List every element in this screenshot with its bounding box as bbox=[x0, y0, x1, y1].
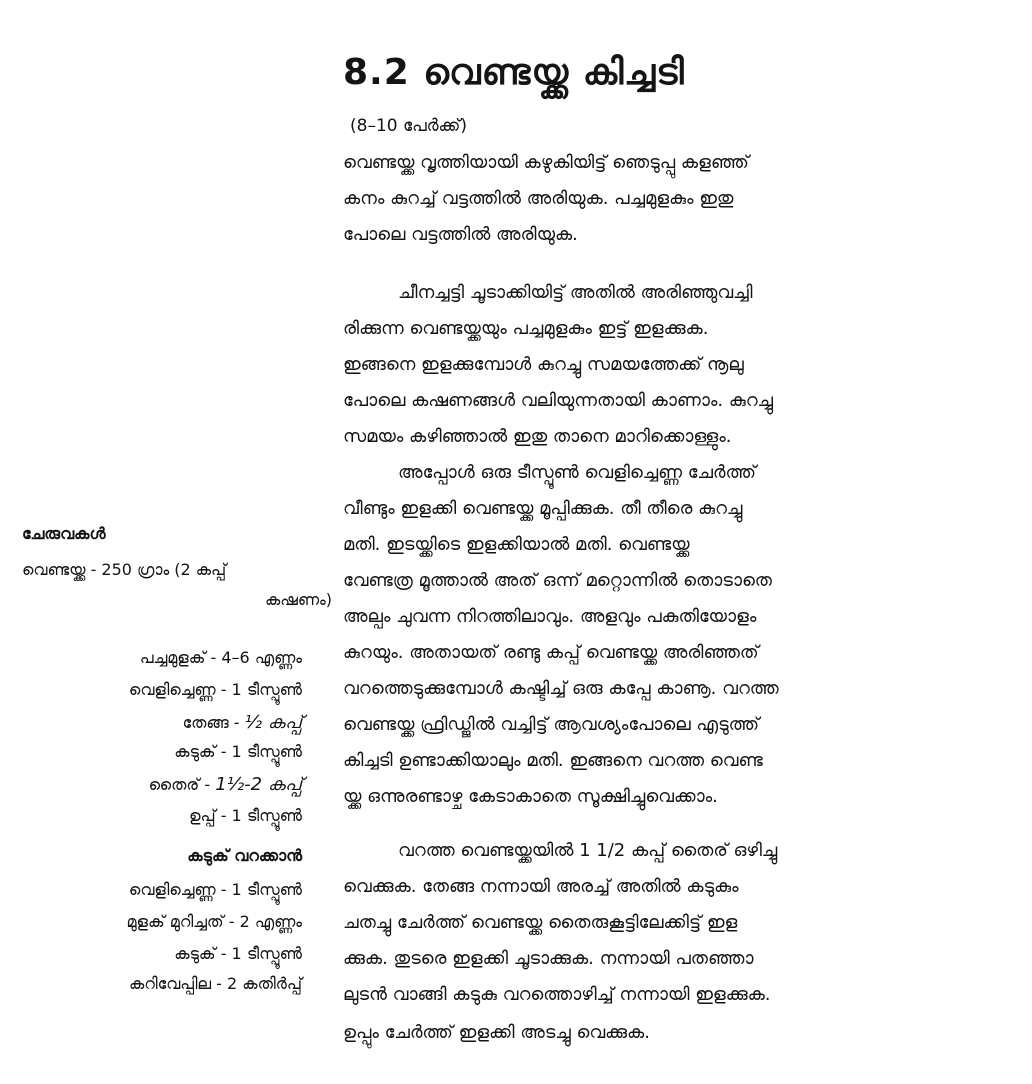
body-line: കനം കുറച്ച് വട്ടത്തിൽ അരിയുക. പച്ചമുളകും ഇതു bbox=[343, 188, 734, 209]
body-line: അല്പം ചുവന്ന നിറത്തിലാവും. അളവും പകുതിയോളം bbox=[343, 606, 757, 627]
body-line: സമയം കഴിഞ്ഞാൽ ഇതു താനെ മാറിക്കൊള്ളും. bbox=[343, 426, 732, 447]
body-line: രിക്കുന്ന വെണ്ടയ്ക്കയും പച്ചമുളകും ഇട്ട് ഇളക്കുക. bbox=[343, 318, 709, 339]
tempering-curry-leaves: കറിവേപ്പില - 2 കതിർപ്പ് bbox=[128, 974, 302, 993]
ingredient-coconut-oil: വെളിച്ചെണ്ണ - 1 ടീസ്പൂൺ bbox=[128, 680, 302, 699]
recipe-serves: (8–10 പേർക്ക്) bbox=[350, 116, 467, 136]
body-line: വെണ്ടയ്ക്ക ഫ്രിഡ്ജിൽ വച്ചിട്ട് ആവശ്യംപോലെ എടുത്ത് bbox=[343, 714, 760, 735]
curd-label: തൈര് - bbox=[148, 775, 211, 794]
tempering-mustard: കടുക് - 1 ടീസ്പൂൺ bbox=[174, 944, 302, 963]
body-line: പോലെ വട്ടത്തിൽ അരിയുക. bbox=[343, 224, 578, 245]
body-line: അപ്പോൾ ഒരു ടീസ്പൂൺ വെളിച്ചെണ്ണ ചേർത്ത് bbox=[398, 462, 757, 483]
body-line: വെണ്ടയ്ക്ക വൃത്തിയായി കഴുകിയിട്ട് ഞെടുപ്പു കളഞ്ഞ് bbox=[343, 152, 749, 173]
body-line: ക്കുക. തുടരെ ഇളക്കി ചൂടാക്കുക. നന്നായി പതഞ്ഞാ bbox=[343, 948, 754, 969]
body-line: കുറയും. അതായത് രണ്ടു കപ്പ് വെണ്ടയ്ക്ക അരിഞ്ഞത് bbox=[343, 642, 759, 663]
coconut-quantity: ½ കപ്പ് bbox=[244, 712, 302, 733]
ingredient-coconut bbox=[183, 712, 302, 733]
body-line: വീണ്ടും ഇളക്കി വെണ്ടയ്ക്ക മൂപ്പിക്കുക. തീ തീരെ കുറച്ചു bbox=[343, 498, 743, 519]
body-line: പോലെ കഷണങ്ങൾ വലിയുന്നതായി കാണാം. കുറച്ചു bbox=[343, 390, 774, 411]
ingredients-heading: ചേരുവകൾ bbox=[22, 524, 106, 543]
ingredient-curd bbox=[149, 774, 302, 795]
body-line: മതി. ഇടയ്ക്കിടെ ഇളക്കിയാൽ മതി. വെണ്ടയ്ക്ക bbox=[343, 534, 690, 555]
ingredient-green-chilli: പച്ചമുളക് - 4–6 എണ്ണം bbox=[139, 648, 302, 667]
body-line: വേണ്ടത്ര മൂത്താൽ അത് ഒന്ന് മറ്റൊന്നിൽ തൊടാതെ bbox=[343, 570, 772, 591]
body-line: വറത്ത വെണ്ടയ്ക്കയിൽ 1 1/2 കപ്പ് തൈര് ഒഴിച്ചു bbox=[398, 840, 778, 861]
body-line: വെക്കുക. തേങ്ങ നന്നായി അരച്ച് അതിൽ കടുകും bbox=[343, 876, 739, 897]
body-line: ചതച്ചു ചേർത്ത് വെണ്ടയ്ക്ക തൈരുകൂട്ടിലേക്കിട്ട് ഇള bbox=[343, 912, 738, 933]
tempering-heading: കടുക് വറക്കാൻ bbox=[187, 846, 302, 865]
tempering-coconut-oil: വെളിച്ചെണ്ണ - 1 ടീസ്പൂൺ bbox=[128, 880, 302, 899]
ingredient-mustard: കടുക് - 1 ടീസ്പൂൺ bbox=[174, 742, 302, 761]
coconut-label: തേങ്ങ - bbox=[182, 713, 240, 732]
ingredient-salt: ഉപ്പ് - 1 ടീസ്പൂൺ bbox=[188, 806, 302, 825]
ingredient-okra: വെണ്ടയ്ക്ക - 250 ഗ്രാം (2 കപ്പ് bbox=[22, 560, 227, 579]
body-line: കിച്ചടി ഉണ്ടാക്കിയാലും മതി. ഇങ്ങനെ വറത്ത വെണ്ട bbox=[343, 750, 763, 771]
curd-quantity: 1½-2 കപ്പ് bbox=[215, 774, 302, 795]
body-line: വറത്തെടുക്കുമ്പോൾ കഷ്ടിച്ച് ഒരു കപ്പേ കാണൂ. വറത്ത bbox=[343, 678, 779, 699]
tempering-chilli: മുളക് മുറിച്ചത് - 2 എണ്ണം bbox=[126, 912, 302, 931]
body-line: ഉപ്പും ചേർത്ത് ഇളക്കി അടച്ചു വെക്കുക. bbox=[343, 1022, 650, 1043]
body-line: ഇങ്ങനെ ഇളക്കുമ്പോൾ കുറച്ചു സമയത്തേക്ക് നൂലു bbox=[343, 354, 744, 375]
ingredient-okra-cont: കഷണം) bbox=[265, 590, 332, 609]
body-line: ചീനച്ചട്ടി ചൂടാക്കിയിട്ട് അതിൽ അരിഞ്ഞുവച്ചി bbox=[398, 282, 753, 303]
body-line: യ്ക്ക ഒന്നുരണ്ടാഴ്ച കേടാകാതെ സൂക്ഷിച്ചുവെക്കാം. bbox=[343, 786, 718, 807]
recipe-title: 8.2 വെണ്ടയ്ക്ക കിച്ചടി bbox=[343, 52, 685, 93]
body-line: ലുടൻ വാങ്ങി കടുകു വറത്തൊഴിച്ച് നന്നായി ഇളക്കുക. bbox=[343, 984, 771, 1005]
